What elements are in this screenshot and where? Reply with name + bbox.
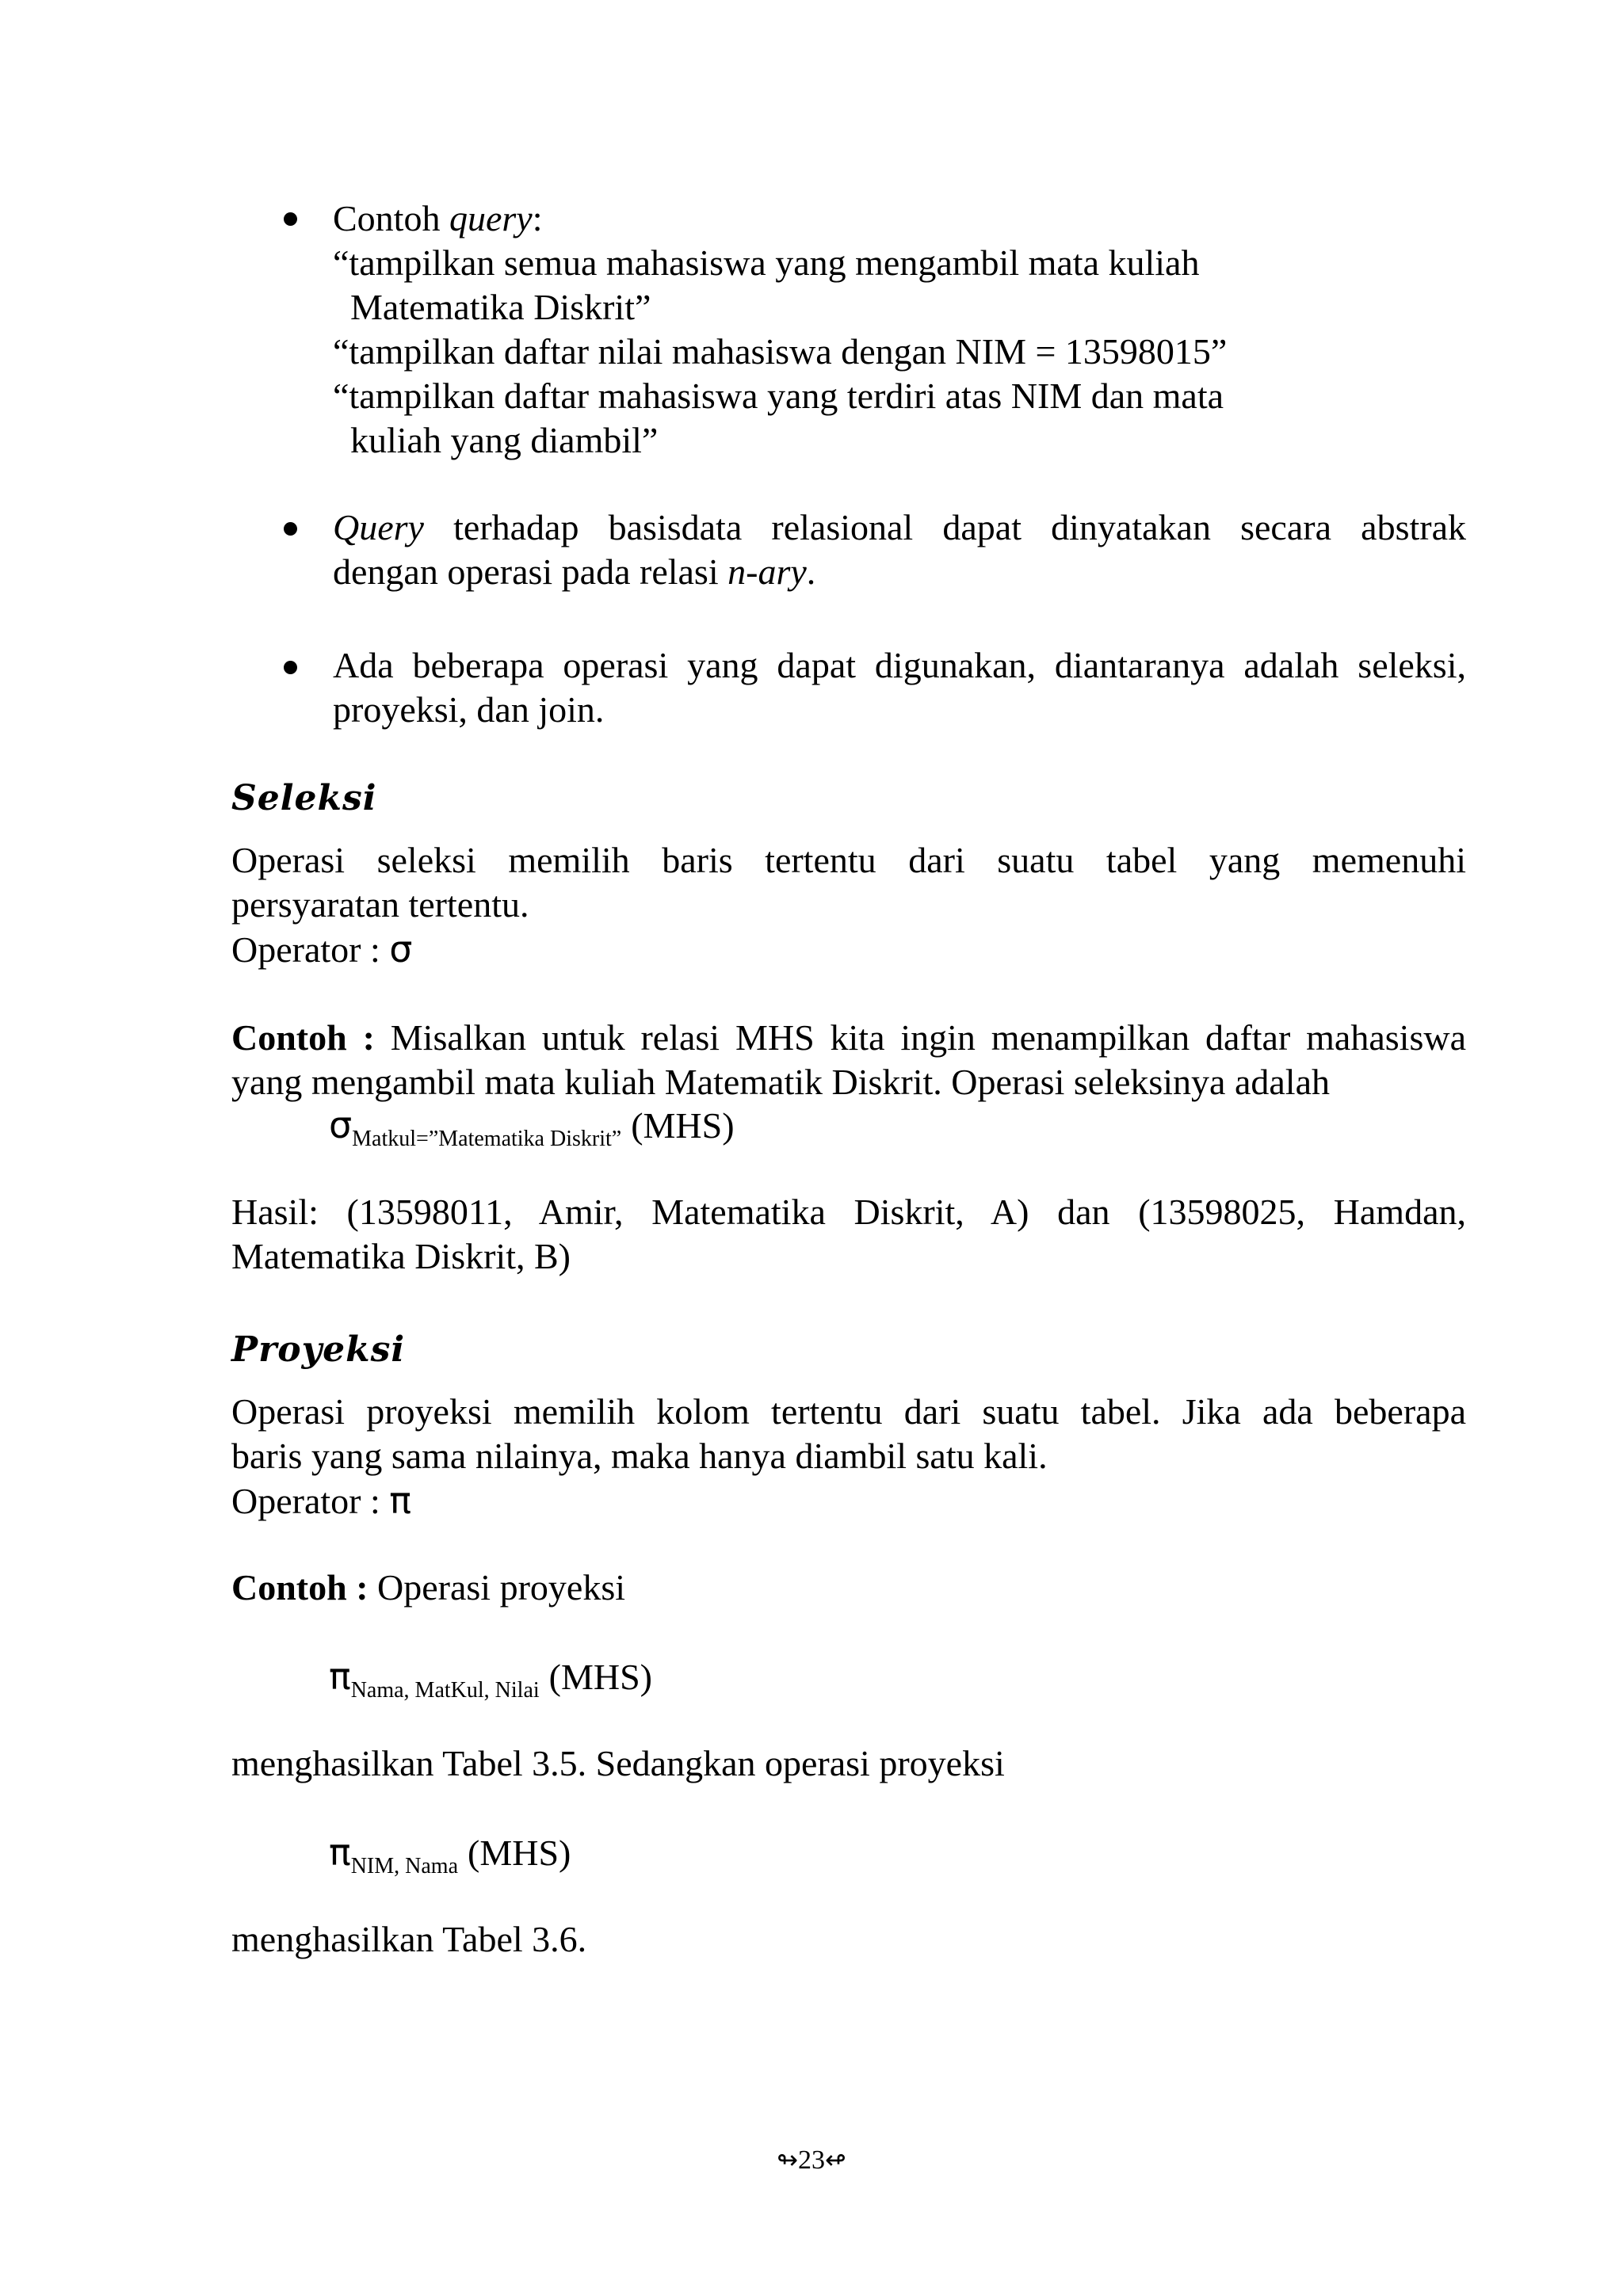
proyeksi-desc-line-1: Operasi proyeksi memilih kolom tertentu dari suatu tabel. Jika ada beberapa bbox=[231, 1391, 1466, 1432]
text: Operasi proyeksi bbox=[368, 1567, 626, 1608]
example-label: Contoh : bbox=[231, 1567, 369, 1608]
sigma-symbol: σ bbox=[329, 1104, 353, 1146]
seleksi-result bbox=[231, 1190, 1466, 1279]
proyeksi-result-1: menghasilkan Tabel 3.5. Sedangkan operasi proyeksi bbox=[231, 1743, 1005, 1783]
seleksi-formula bbox=[329, 1103, 735, 1154]
text-italic: query bbox=[449, 198, 533, 238]
bullet-2-line-2 bbox=[333, 550, 1466, 594]
text: Contoh bbox=[333, 198, 449, 238]
bullet-3 bbox=[333, 643, 1466, 732]
proyeksi-formula-1 bbox=[329, 1654, 652, 1705]
seleksi-operator bbox=[231, 927, 412, 972]
query-3-line-1: “tampilkan daftar mahasiswa yang terdiri atas NIM dan mata bbox=[333, 376, 1224, 416]
seleksi-example-line-2: yang mengambil mata kuliah Matematik Diskrit. Operasi seleksinya adalah bbox=[231, 1062, 1330, 1102]
bullet-dot bbox=[284, 212, 297, 226]
text: Misalkan untuk relasi MHS kita ingin menampilkan daftar mahasiswa bbox=[374, 1017, 1466, 1058]
seleksi-desc-line-2: persyaratan tertentu. bbox=[231, 884, 529, 925]
proyeksi-formula-2 bbox=[329, 1830, 571, 1881]
pi-symbol: π bbox=[329, 1831, 351, 1874]
pi-symbol: π bbox=[389, 1479, 411, 1522]
query-2-line-1: “tampilkan daftar nilai mahasiswa dengan NIM = 13598015” bbox=[333, 331, 1228, 372]
seleksi-example-line-1 bbox=[231, 1016, 1466, 1060]
operator-label: Operator : bbox=[231, 1481, 390, 1521]
seleksi-example bbox=[231, 1016, 1466, 1104]
bullet-dot bbox=[284, 522, 297, 536]
proyeksi-description bbox=[231, 1390, 1466, 1478]
proyeksi-example bbox=[231, 1566, 625, 1610]
bullet-2 bbox=[333, 505, 1466, 594]
proyeksi-desc-line-2: baris yang sama nilainya, maka hanya diambil satu kali. bbox=[231, 1436, 1048, 1476]
query-1-line-1: “tampilkan semua mahasiswa yang mengambil mata kuliah bbox=[333, 242, 1200, 283]
seleksi-description bbox=[231, 838, 1466, 927]
section-heading-seleksi: Seleksi bbox=[231, 778, 377, 818]
pi-symbol: π bbox=[329, 1655, 351, 1698]
bullet-2-line-1 bbox=[333, 505, 1466, 550]
formula-argument: (MHS) bbox=[631, 1105, 735, 1146]
text: terhadap basisdata relasional dapat dinyatakan secara abstrak bbox=[423, 507, 1466, 547]
bullet-3-line-1: Ada beberapa operasi yang dapat digunakan, diantaranya adalah seleksi, bbox=[333, 645, 1466, 685]
bullet-1-lead bbox=[333, 196, 1515, 241]
operator-label: Operator : bbox=[231, 929, 390, 970]
text: dengan operasi pada relasi bbox=[333, 551, 728, 592]
seleksi-result-line-2: Matematika Diskrit, B) bbox=[231, 1236, 571, 1276]
section-heading-proyeksi: Proyeksi bbox=[231, 1329, 406, 1370]
query-1-line-2: Matematika Diskrit” bbox=[350, 287, 651, 327]
page-number: 23 bbox=[798, 2145, 825, 2175]
right-ornament-icon: ↫ bbox=[825, 2145, 846, 2175]
formula-argument: (MHS) bbox=[468, 1833, 571, 1873]
page-footer bbox=[0, 2138, 1623, 2183]
example-label: Contoh : bbox=[231, 1017, 375, 1058]
text: : bbox=[532, 198, 543, 238]
bullet-3-line-2: proyeksi, dan join. bbox=[333, 689, 605, 730]
proyeksi-result-2: menghasilkan Tabel 3.6. bbox=[231, 1919, 587, 1959]
text-italic: Query bbox=[333, 507, 424, 547]
formula-subscript: Matkul=”Matematika Diskrit” bbox=[352, 1127, 622, 1151]
formula-subscript: Nama, MatKul, Nilai bbox=[350, 1678, 540, 1703]
text-italic: n-ary bbox=[727, 551, 807, 592]
text: . bbox=[806, 551, 816, 592]
seleksi-desc-line-1: Operasi seleksi memilih baris tertentu dari suatu tabel yang memenuhi bbox=[231, 840, 1466, 880]
query-3-line-2: kuliah yang diambil” bbox=[350, 420, 659, 460]
bullet-dot bbox=[284, 661, 297, 674]
formula-subscript: NIM, Nama bbox=[350, 1854, 458, 1878]
sigma-symbol: σ bbox=[389, 928, 413, 971]
seleksi-result-line-1: Hasil: (13598011, Amir, Matematika Diskrit, A) dan (13598025, Hamdan, bbox=[231, 1192, 1466, 1232]
left-ornament-icon: ↬ bbox=[777, 2145, 798, 2175]
formula-argument: (MHS) bbox=[548, 1657, 652, 1697]
bullet-1 bbox=[333, 196, 1515, 463]
proyeksi-operator bbox=[231, 1478, 411, 1524]
